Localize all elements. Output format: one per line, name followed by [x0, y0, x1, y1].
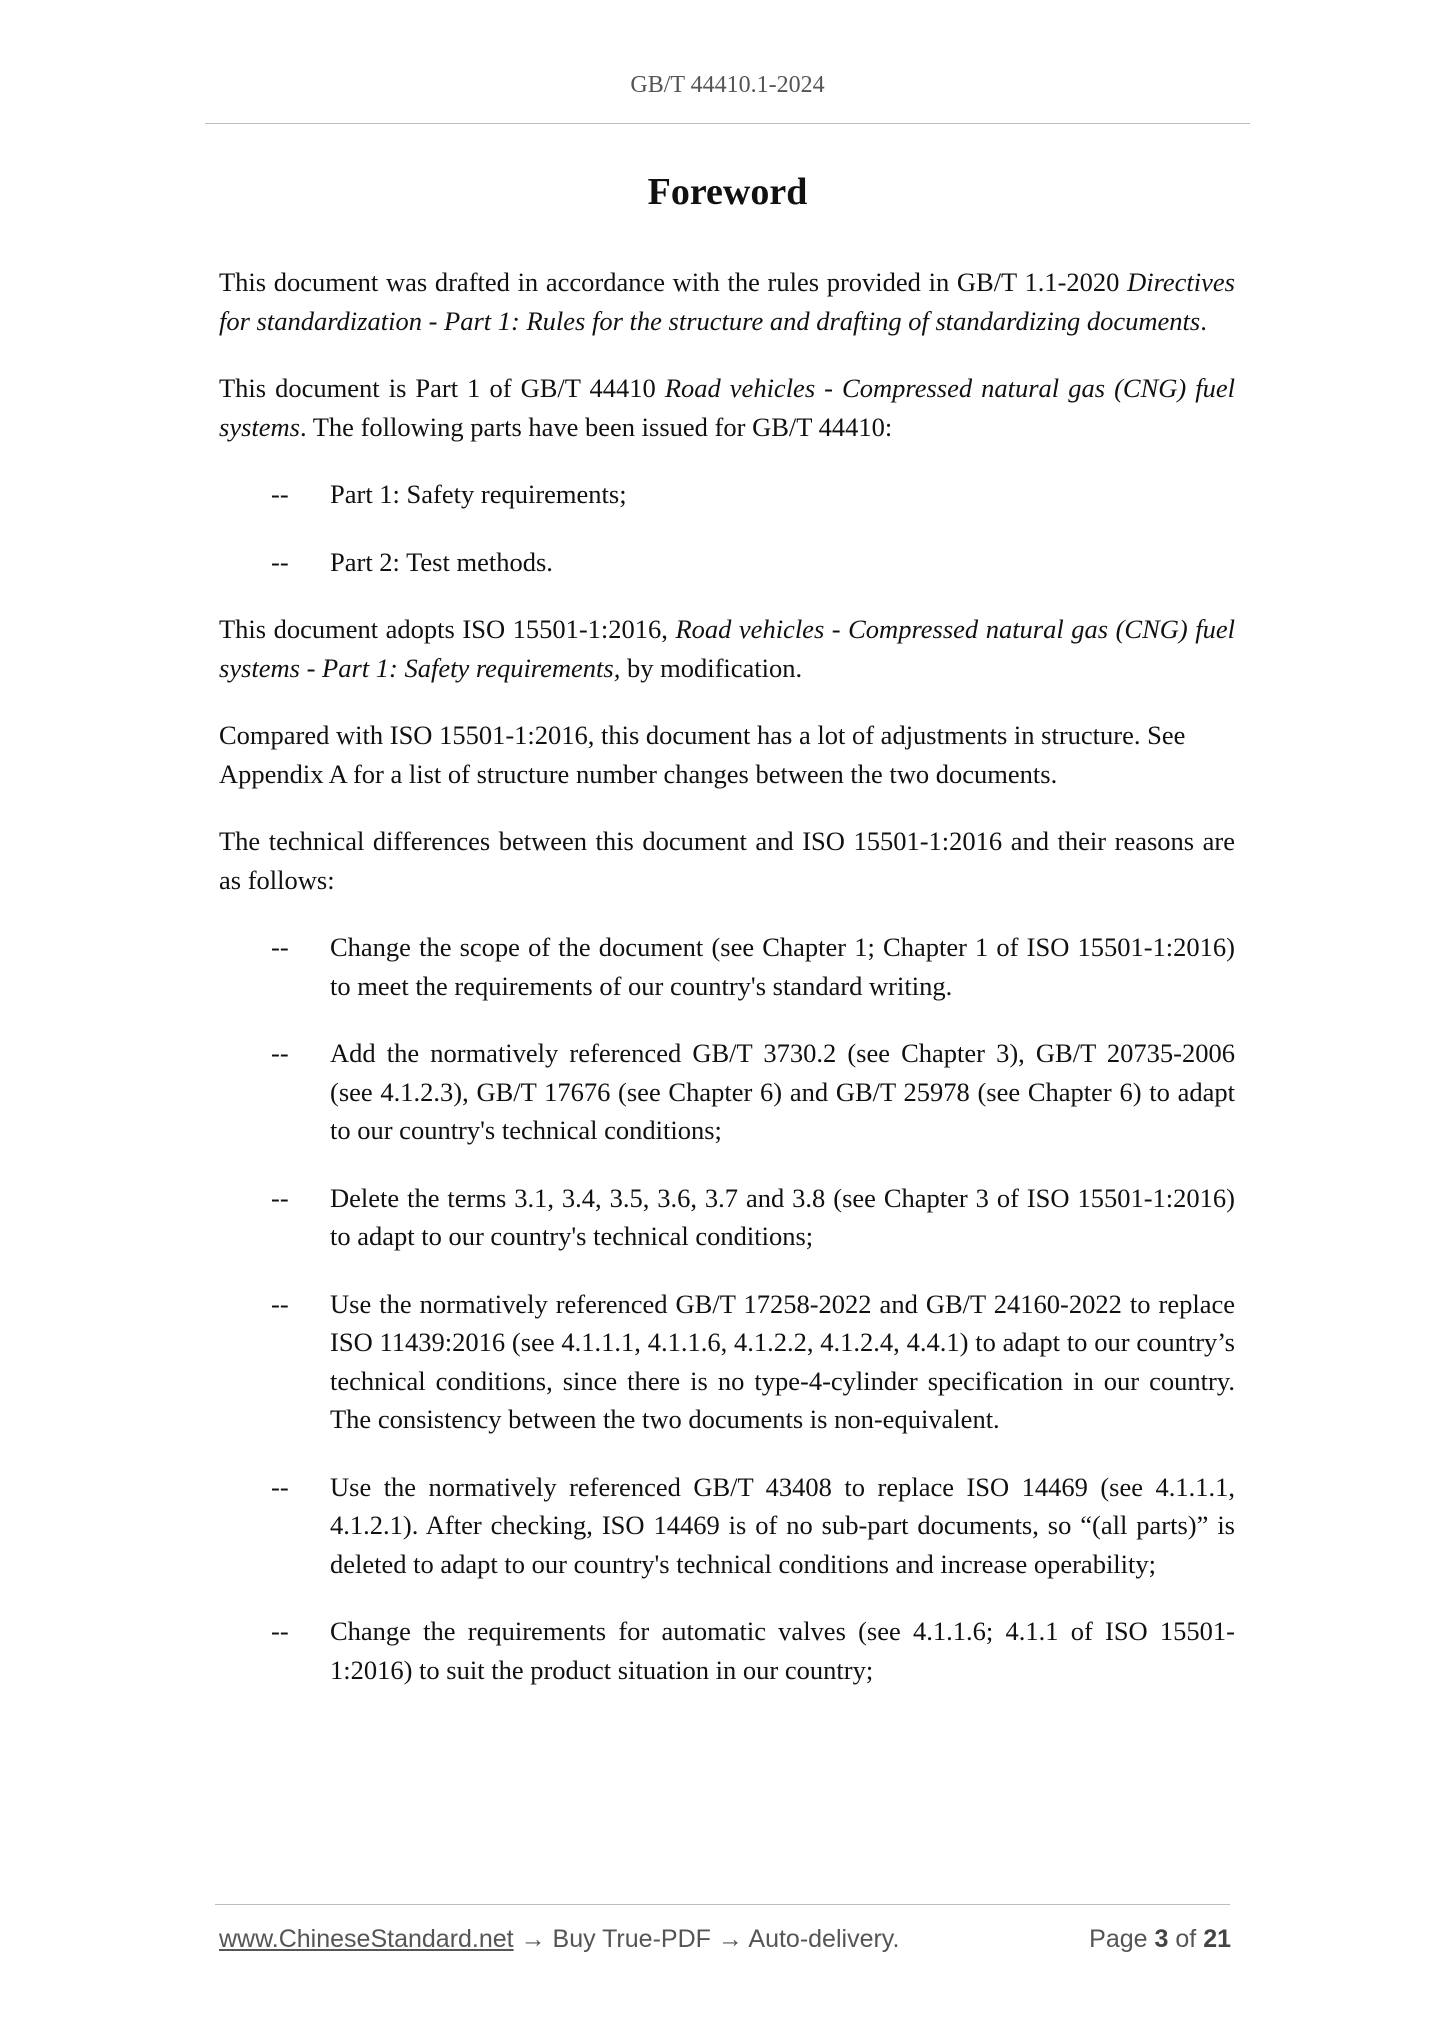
paragraph-adoption [219, 610, 1235, 687]
list-dash: -- [271, 546, 289, 577]
header-divider [205, 123, 1250, 124]
list-item-text: Use the normatively referenced GB/T 17258-2022 and GB/T 24160-2022 to replace ISO 11439:2016 (see 4.1.1.1, 4.1.1.6, 4.1.2.2, 4.1.2.4, 4.4.1) to adapt to our country’s technical conditions, since there is no type-4-cylinder specification in our country. The consistency between the two documents is non-equivalent. [330, 1288, 1235, 1434]
list-item-text: Delete the terms 3.1, 3.4, 3.5, 3.6, 3.7 and 3.8 (see Chapter 3 of ISO 15501-1:2016) to adapt to our country's technical conditions; [330, 1182, 1235, 1251]
paragraph-text: This document adopts ISO 15501-1:2016, [219, 614, 676, 644]
list-dash: -- [271, 1616, 289, 1646]
list-dash: -- [271, 479, 289, 509]
paragraph-technical-differences-intro: The technical differences between this document and ISO 15501-1:2016 and their reasons are as follows: [219, 826, 1235, 895]
document-body [219, 263, 1235, 1718]
list-item-difference [219, 1179, 1235, 1256]
paragraph-text: This document is Part 1 of GB/T 44410 [219, 373, 665, 403]
page-current: 3 [1154, 1925, 1169, 1953]
page-number [1089, 1925, 1231, 1954]
list-item-difference [219, 1034, 1235, 1150]
paragraph-italic-title: Road vehicles - Compressed natural gas (CNG) fuel systems - Part 1: Safety requirements, [219, 614, 1235, 683]
list-item-difference [219, 1285, 1235, 1439]
list-dash: -- [271, 1182, 289, 1213]
list-item-difference [219, 1468, 1235, 1584]
list-item-text: Use the normatively referenced GB/T 43408 to replace ISO 14469 (see 4.1.1.1, 4.1.2.1). After checking, ISO 14469 is of no sub-part documents, so “(all parts)” is deleted to adapt to our country's technical conditions and increase operability; [330, 1471, 1235, 1579]
site-link[interactable]: www.ChineseStandard.net [219, 1925, 514, 1953]
page-total: 21 [1203, 1925, 1231, 1953]
list-item-text: Add the normatively referenced GB/T 3730.2 (see Chapter 3), GB/T 20735-2006 (see 4.1.2.3), GB/T 17676 (see Chapter 6) and GB/T 25978 (see Chapter 6) to adapt to our country's technical conditions; [330, 1038, 1235, 1145]
promo-text: → Buy True-PDF → Auto-delivery. [513, 1925, 900, 1953]
footer-divider [215, 1904, 1230, 1905]
footer-promo [219, 1925, 899, 1954]
list-dash: -- [271, 932, 289, 962]
paragraph-italic-title: Road vehicles - Compressed natural gas (CNG) fuel systems [219, 373, 1235, 442]
paragraph-italic-title: Directives for standardization - Part 1: Rules for the structure and drafting of standardizing documents [219, 267, 1235, 336]
page-title: Foreword [647, 171, 808, 213]
list-item-part [219, 543, 1235, 582]
list-dash: -- [271, 1038, 289, 1068]
paragraph-text: . [1200, 305, 1207, 336]
of-label: of [1175, 1925, 1197, 1953]
paragraph-text: This document was drafted in accordance with the rules provided in GB/T 1.1-2020 [219, 267, 1128, 297]
list-item-text: Part 1: Safety requirements; [330, 479, 627, 509]
list-dash: -- [271, 1288, 289, 1319]
list-item-text: Part 2: Test methods. [330, 546, 553, 577]
list-item-difference [219, 928, 1235, 1005]
page-header-standard-id: GB/T 44410.1-2024 [630, 72, 825, 98]
paragraph-part-info [219, 369, 1235, 446]
list-item-difference [219, 1612, 1235, 1689]
paragraph-text: by modification. [620, 652, 803, 683]
page-label: Page [1089, 1925, 1148, 1953]
paragraph-drafting-rules [219, 263, 1235, 340]
list-dash: -- [271, 1471, 289, 1502]
paragraph-structure-comparison: Compared with ISO 15501-1:2016, this document has a lot of adjustments in structure. See Appendix A for a list of structure number changes between the two documents. [219, 720, 1186, 789]
paragraph-text: . The following parts have been issued for GB/T 44410: [299, 411, 893, 442]
list-item-part [219, 475, 1235, 514]
list-item-text: Change the requirements for automatic valves (see 4.1.1.6; 4.1.1 of ISO 15501-1:2016) to suit the product situation in our country; [330, 1616, 1235, 1685]
list-item-text: Change the scope of the document (see Chapter 1; Chapter 1 of ISO 15501-1:2016) to meet the requirements of our country's standard writing. [330, 932, 1235, 1001]
